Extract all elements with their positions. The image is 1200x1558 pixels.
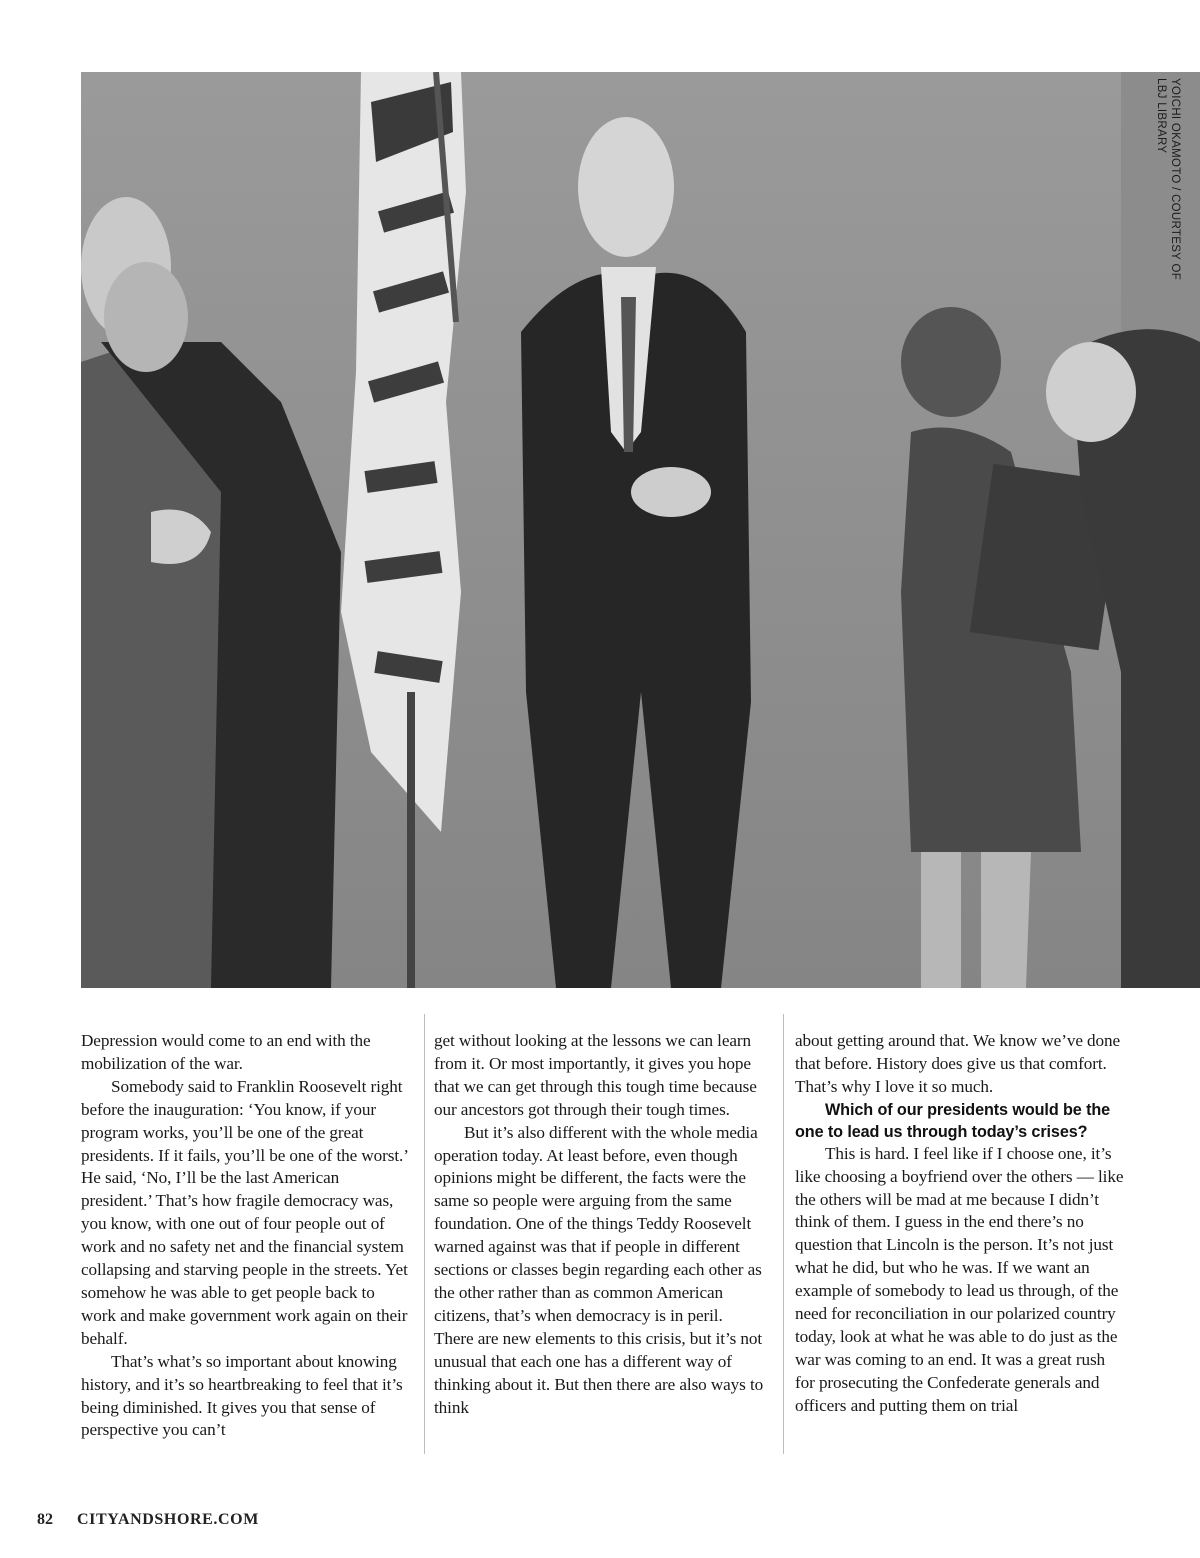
article-column-1 xyxy=(81,1030,411,1442)
photo-credit-line2: LBJ LIBRARY xyxy=(1155,78,1167,154)
paragraph: This is hard. I feel like if I choose one, it’s like choosing a boyfriend over the others — like the others will be mad at me because I didn’t think of them. I guess in the end there’s no question that Lincoln is the person. It’s not just what he did, but who he was. If we want an example of somebody to lead us through, of the need for reconciliation in our polarized country today, look at what he was able to do just as the war was coming to an end. It was a great rush for prosecuting the Confederate generals and officers and putting them on trial xyxy=(795,1143,1124,1415)
article-column-3 xyxy=(795,1030,1125,1418)
paragraph: Depression would come to an end with the mobilization of the war. xyxy=(81,1031,371,1073)
column-divider xyxy=(424,1014,425,1454)
article-column-2 xyxy=(434,1030,764,1419)
photo-illustration xyxy=(81,72,1200,988)
photo-credit xyxy=(1148,78,1182,378)
site-url: CITYANDSHORE.COM xyxy=(77,1511,259,1528)
feature-photo xyxy=(81,72,1200,988)
column-divider xyxy=(783,1014,784,1454)
paragraph: get without looking at the lessons we can learn from it. Or most importantly, it gives you hope that we can get through this tough time because our ancestors got through their tough times. xyxy=(434,1031,757,1119)
interview-question: Which of our presidents would be the one to lead us through today’s crises? xyxy=(795,1100,1111,1141)
paragraph: Somebody said to Franklin Roosevelt right before the inauguration: ‘You know, if your program works, you’ll be one of the great presidents. If it fails, you’ll be one of the worst.’ He said, ‘No, I’ll be the last American president.’ That’s how fragile democracy was, you know, with one out of four people out of work and no safety net and the financial system collapsing and starving people in the streets. Yet somehow he was able to get people back to work and make government work again on their behalf. xyxy=(81,1076,408,1348)
paragraph: But it’s also different with the whole media operation today. At least before, even though opinions might be different, the facts were the same so people were arguing from the same foundation. One of the things Teddy Roosevelt warned against was that if people in different sections or classes begin regarding each other as the other rather than as common American citizens, that’s when democracy is in peril. There are new elements to this crisis, but it’s not unusual that each one has a different way of thinking about it. But then there are also ways to think xyxy=(434,1122,764,1417)
paragraph: That’s what’s so important about knowing history, and it’s so heartbreaking to feel that it’s being diminished. It gives you that sense of perspective you can’t xyxy=(81,1351,403,1440)
page-footer xyxy=(37,1511,259,1529)
page-number: 82 xyxy=(37,1511,53,1528)
paragraph: about getting around that. We know we’ve done that before. History does give us that comfort. That’s why I love it so much. xyxy=(795,1031,1121,1096)
photo-credit-line1: YOICHI OKAMOTO / COURTESY OF xyxy=(1169,78,1181,281)
